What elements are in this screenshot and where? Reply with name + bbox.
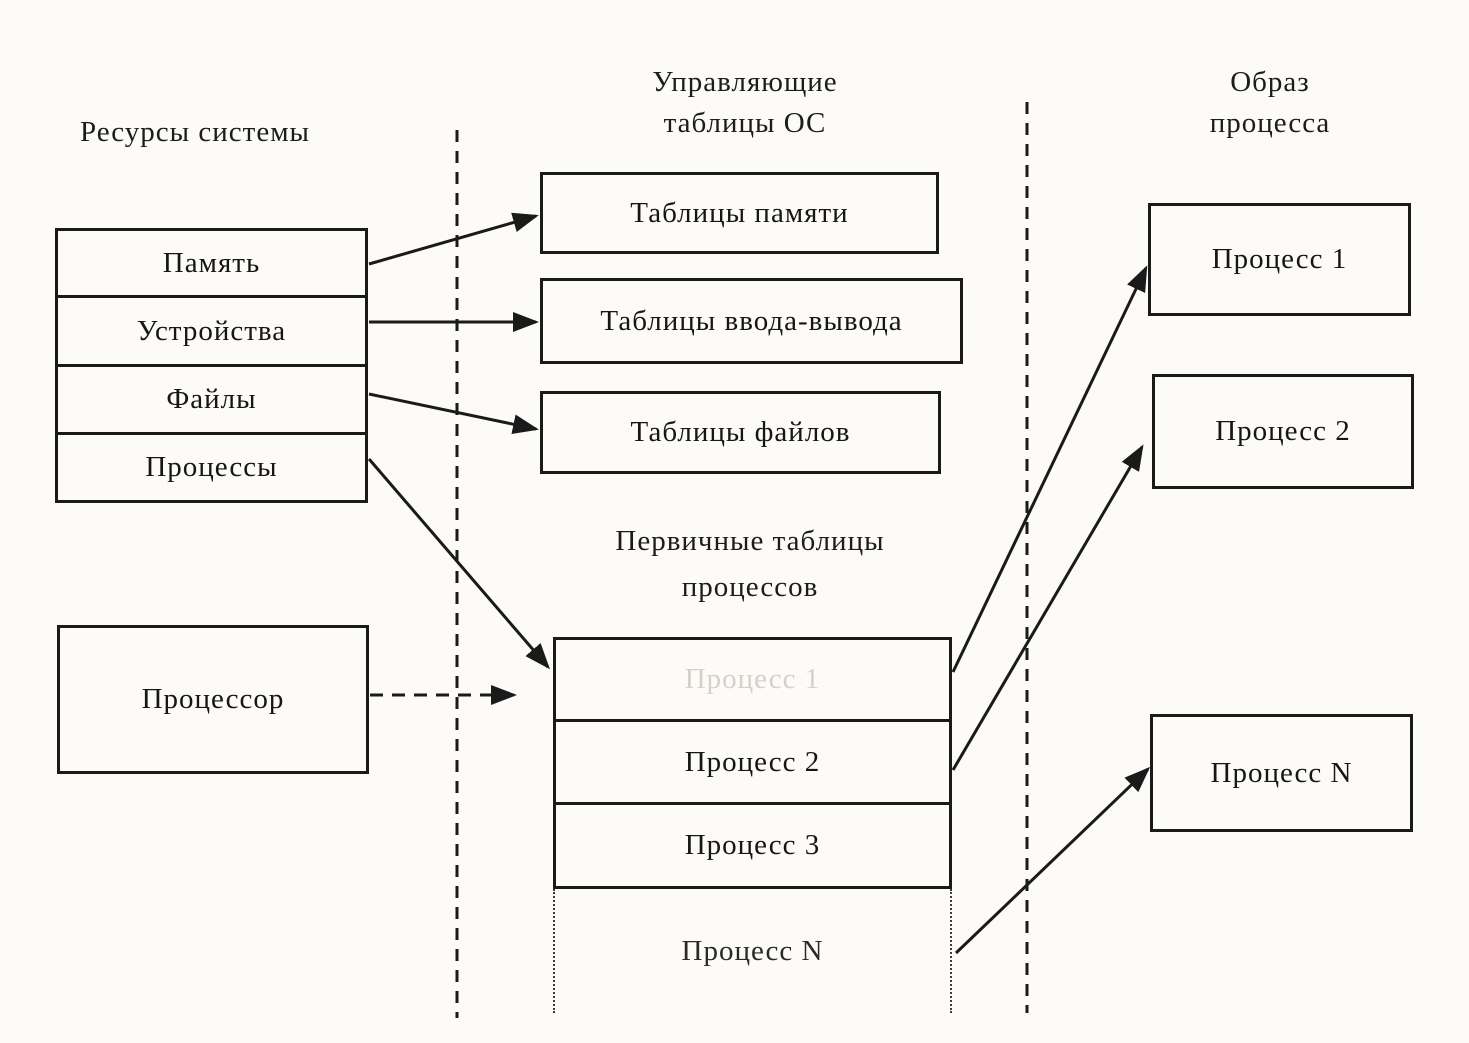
- middle-heading-line1: Управляющие: [652, 66, 838, 98]
- table-label: Таблицы ввода-вывода: [600, 304, 903, 337]
- resource-label: Файлы: [166, 383, 257, 415]
- process-table-label: Процесс 2: [684, 745, 821, 778]
- process-table-row-n-open: [553, 889, 952, 1013]
- middle-heading-line2: таблицы ОС: [663, 107, 827, 139]
- arrow-table2-to-process2-image: [953, 447, 1142, 770]
- process-table-row-3: [553, 802, 952, 889]
- primary-heading-line2: процессов: [681, 571, 819, 603]
- arrow-tableN-to-processN-image: [956, 769, 1148, 953]
- resource-box-devices: [55, 295, 368, 367]
- resource-box-memory: [55, 228, 368, 298]
- right-column-heading: [1115, 62, 1425, 144]
- process-image-label: Процесс 1: [1211, 243, 1348, 275]
- table-label: Таблицы памяти: [630, 196, 849, 229]
- process-image-box-1: [1148, 203, 1411, 316]
- middle-column-heading: [590, 62, 900, 144]
- resource-box-processes: [55, 432, 368, 503]
- arrow-files-to-file-tables: [369, 394, 536, 429]
- process-image-label: Процесс N: [1210, 756, 1353, 789]
- process-table-row-1: [553, 637, 952, 722]
- file-tables-box: [540, 391, 941, 474]
- process-image-label: Процесс 2: [1215, 415, 1351, 447]
- process-image-box-2: [1152, 374, 1414, 489]
- process-table-label: Процесс 3: [684, 829, 821, 861]
- right-heading-line1: Образ: [1230, 66, 1310, 98]
- process-table-label-faded: Процесс 1: [684, 663, 821, 695]
- process-table-row-2: [553, 719, 952, 805]
- left-column-heading: Ресурсы системы: [79, 116, 311, 148]
- resource-label: Память: [162, 246, 261, 279]
- primary-heading-line1: Первичные таблицы: [615, 525, 885, 557]
- io-tables-box: [540, 278, 963, 364]
- arrow-table1-to-process1-image: [953, 268, 1146, 672]
- primary-tables-heading: [565, 518, 935, 610]
- resource-box-files: [55, 364, 368, 435]
- arrow-memory-to-memory-tables: [369, 216, 536, 264]
- resource-label: Процессы: [145, 451, 278, 483]
- resource-label: Устройства: [136, 314, 287, 347]
- processor-box: [57, 625, 369, 774]
- table-label: Таблицы файлов: [630, 416, 851, 448]
- processor-label: Процессор: [141, 683, 285, 715]
- process-table-label: Процесс N: [681, 934, 824, 967]
- process-image-box-n: [1150, 714, 1413, 832]
- memory-tables-box: [540, 172, 939, 254]
- right-heading-line2: процесса: [1209, 107, 1331, 139]
